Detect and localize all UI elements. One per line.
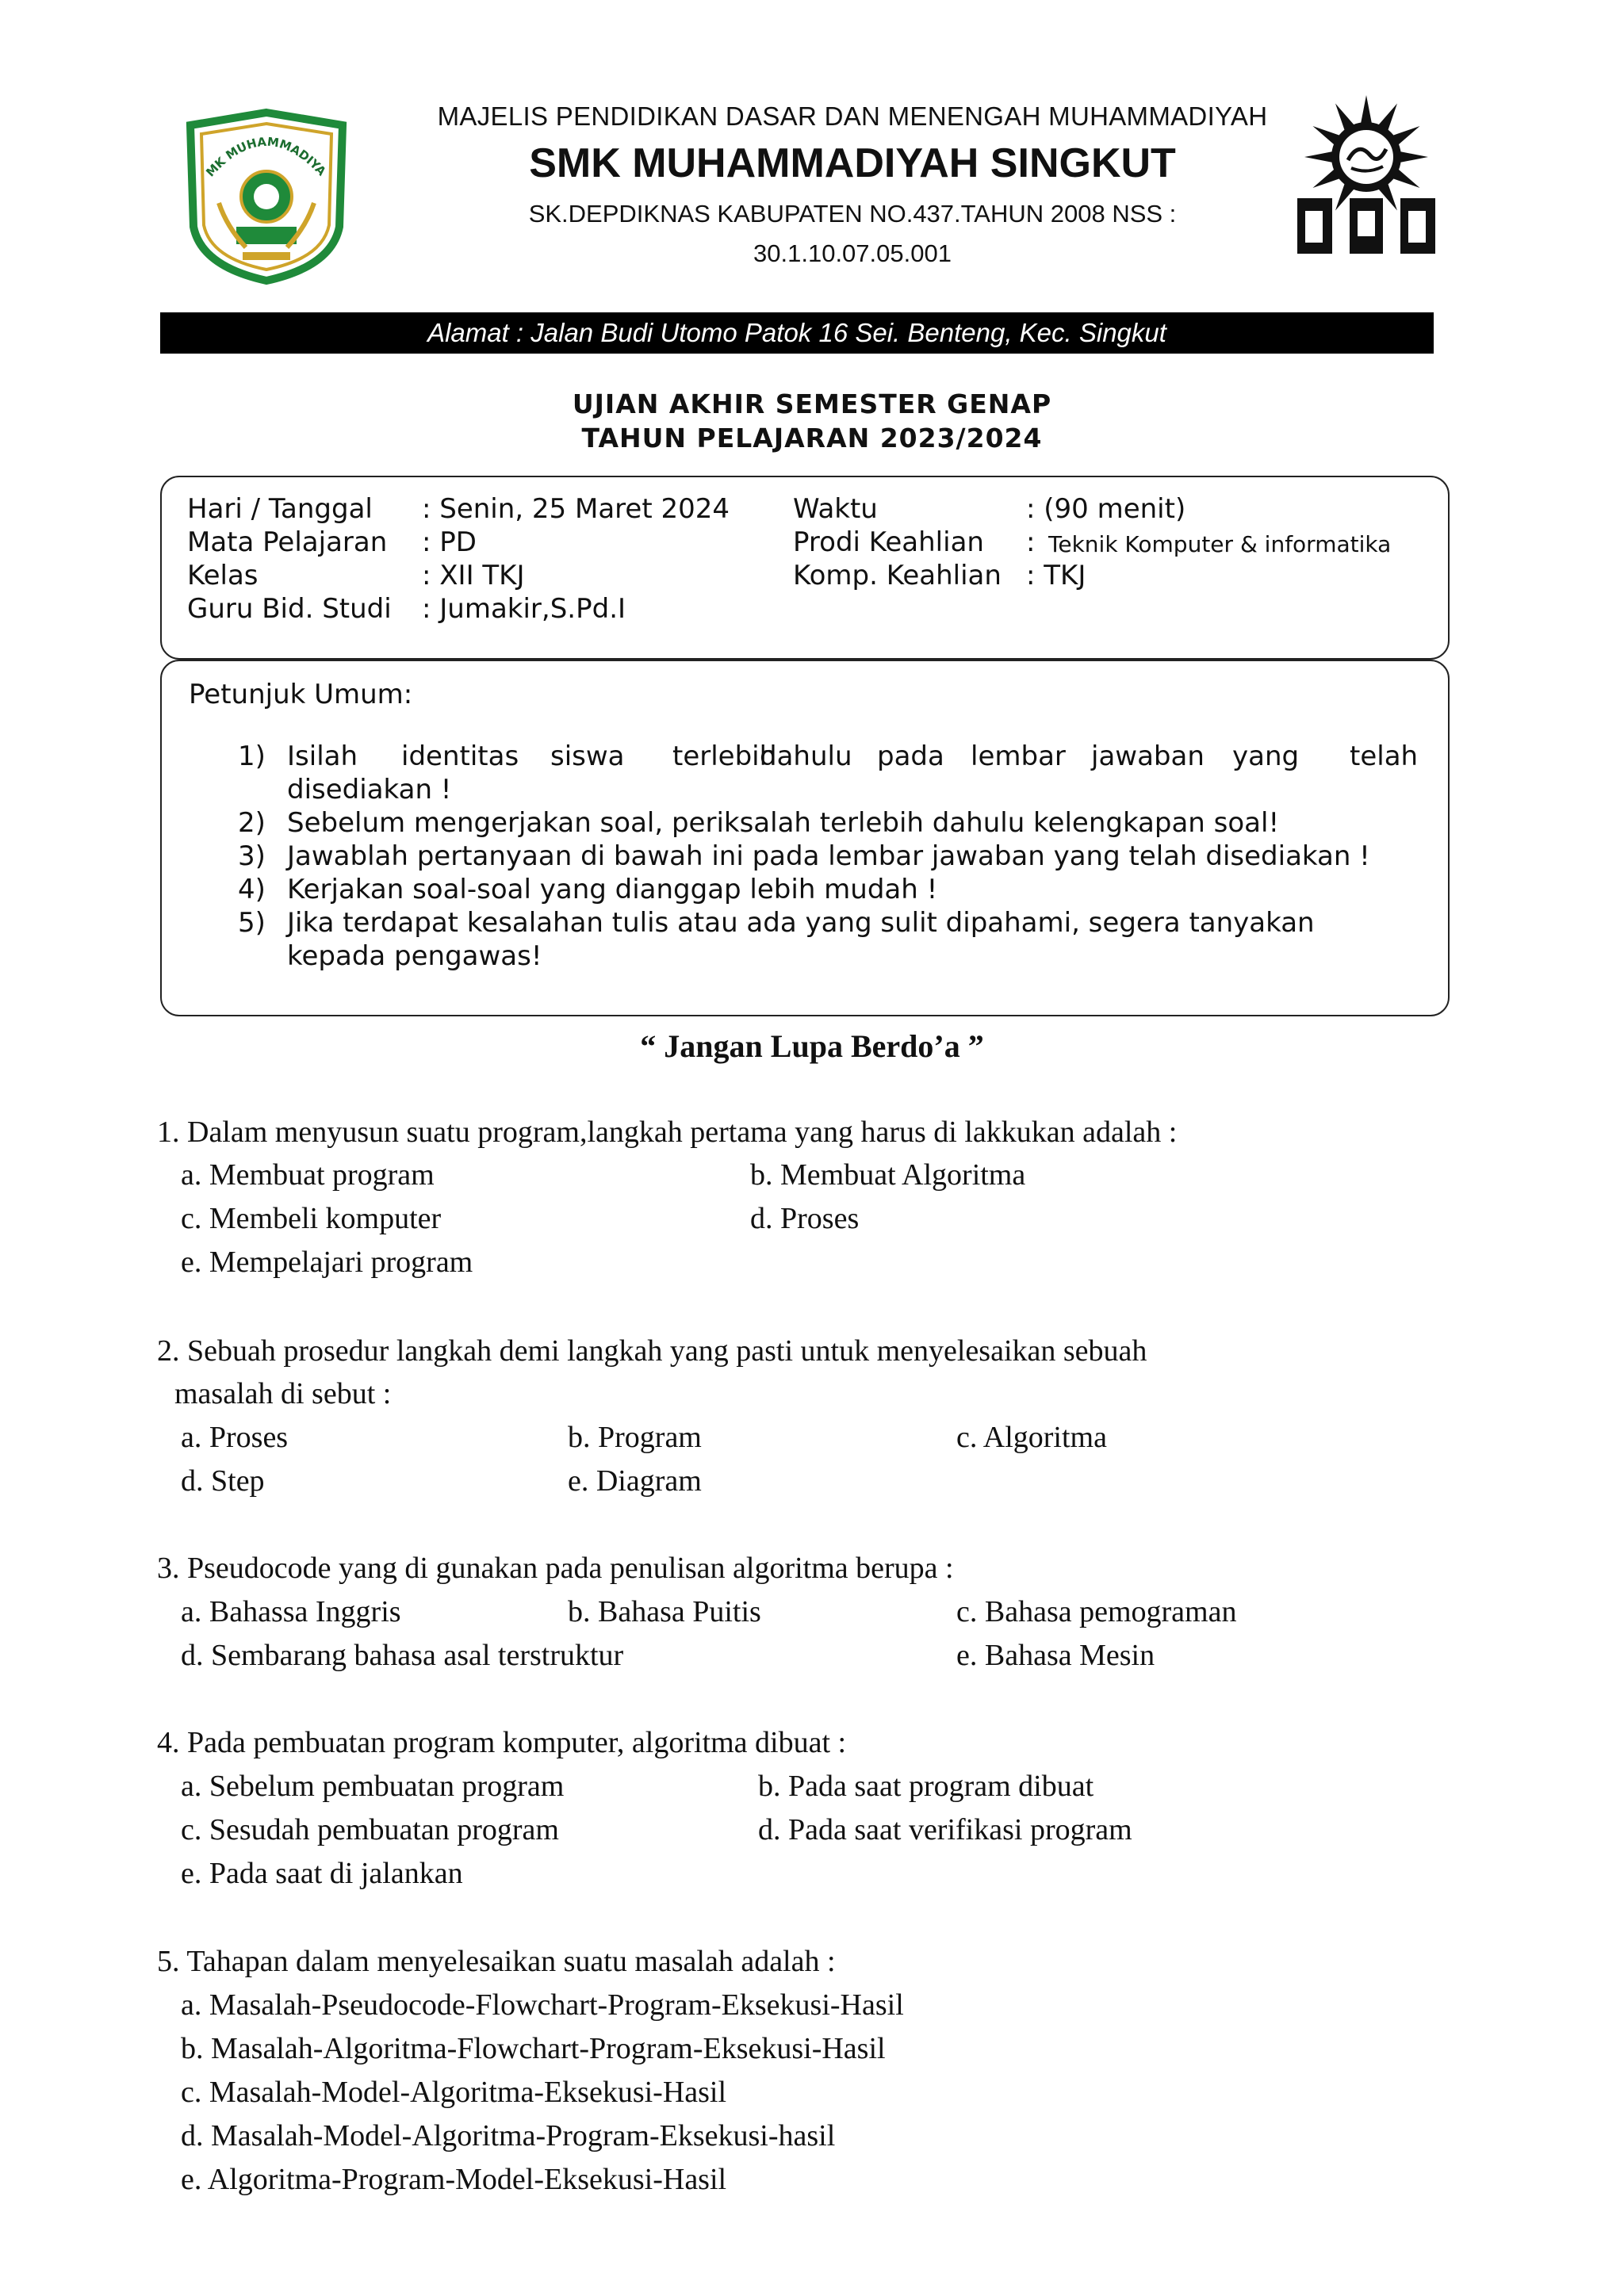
instruction-1-word: Isilah — [287, 740, 358, 772]
instruction-number: 1) — [238, 740, 266, 772]
option-1b: b. Membuat Algoritma — [750, 1158, 1026, 1192]
info-prodi-colon: : — [1026, 526, 1036, 558]
question-2-continued: masalah di sebut : — [174, 1377, 392, 1410]
instruction-1-word: jawaban — [1091, 740, 1205, 772]
option-4e: e. Pada saat di jalankan — [181, 1857, 463, 1890]
option-4a: a. Sebelum pembuatan program — [181, 1770, 565, 1803]
info-komp-label: Komp. Keahlian — [793, 560, 1002, 591]
instruction-number: 3) — [238, 840, 266, 872]
option-2d: d. Step — [181, 1464, 265, 1498]
option-3e: e. Bahasa Mesin — [956, 1639, 1155, 1672]
info-komp-value: : TKJ — [1026, 560, 1086, 591]
header-decree: SK.DEPDIKNAS KABUPATEN NO.437.TAHUN 2008 NSS : — [528, 200, 1177, 228]
option-3d: d. Sembarang bahasa asal terstruktur — [181, 1639, 624, 1672]
instruction-1-word: terlebih — [672, 740, 777, 772]
option-5b: b. Masalah-Algoritma-Flowchart-Program-Eksekusi-Hasil — [181, 2032, 886, 2065]
info-kelas-label: Kelas — [187, 560, 259, 591]
question-5: 5. Tahapan dalam menyelesaikan suatu masalah adalah : — [157, 1945, 836, 1978]
info-kelas-value: : XII TKJ — [422, 560, 525, 591]
instruction-5: Jika terdapat kesalahan tulis atau ada yang sulit dipahami, segera tanyakan — [287, 907, 1315, 939]
question-1: 1. Dalam menyusun suatu program,langkah pertama yang harus di lakkukan adalah : — [157, 1115, 1178, 1149]
exam-title: UJIAN AKHIR SEMESTER GENAP — [572, 388, 1052, 419]
header-nss: 30.1.10.07.05.001 — [753, 239, 952, 267]
instruction-1-word: dahulu — [760, 740, 852, 772]
instruction-1-word: pada — [877, 740, 944, 772]
info-prodi-label: Prodi Keahlian — [793, 526, 984, 558]
question-3: 3. Pseudocode yang di gunakan pada penulisan algoritma berupa : — [157, 1552, 954, 1585]
instruction-number: 4) — [238, 874, 266, 905]
instruction-1-continued: disediakan ! — [287, 774, 452, 806]
option-1a: a. Membuat program — [181, 1158, 435, 1192]
instruction-number: 5) — [238, 907, 266, 939]
info-hari-value: : Senin, 25 Maret 2024 — [422, 493, 730, 525]
option-3c: c. Bahasa pemograman — [956, 1595, 1237, 1628]
option-4b: b. Pada saat program dibuat — [758, 1770, 1094, 1803]
option-5a: a. Masalah-Pseudocode-Flowchart-Program-Eksekusi-Hasil — [181, 1988, 904, 2022]
question-4: 4. Pada pembuatan program komputer, algoritma dibuat : — [157, 1726, 847, 1759]
option-4c: c. Sesudah pembuatan program — [181, 1813, 559, 1846]
instruction-3: Jawablah pertanyaan di bawah ini pada lembar jawaban yang telah disediakan ! — [287, 840, 1370, 872]
option-3b: b. Bahasa Puitis — [568, 1595, 761, 1628]
option-4d: d. Pada saat verifikasi program — [758, 1813, 1132, 1846]
instruction-1-word: telah — [1350, 740, 1419, 772]
option-5d: d. Masalah-Model-Algoritma-Program-Eksekusi-hasil — [181, 2119, 836, 2152]
info-hari-label: Hari / Tanggal — [187, 493, 373, 525]
info-guru-value: : Jumakir,S.Pd.I — [422, 593, 626, 625]
instruction-number: 2) — [238, 807, 266, 839]
info-mapel-value: : PD — [422, 526, 477, 558]
school-name: SMK MUHAMMADIYAH SINGKUT — [529, 140, 1176, 186]
option-5e: e. Algoritma-Program-Model-Eksekusi-Hasil — [181, 2163, 727, 2196]
option-2e: e. Diagram — [568, 1464, 702, 1498]
option-1e: e. Mempelajari program — [181, 1246, 473, 1279]
academic-year: TAHUN PELAJARAN 2023/2024 — [581, 423, 1043, 453]
info-waktu-value: : (90 menit) — [1026, 493, 1186, 525]
muhammadiyah-emblem — [1283, 92, 1450, 266]
info-guru-label: Guru Bid. Studi — [187, 593, 392, 625]
instruction-4: Kerjakan soal-soal yang dianggap lebih mudah ! — [287, 874, 938, 905]
question-2: 2. Sebuah prosedur langkah demi langkah yang pasti untuk menyelesaikan sebuah — [157, 1334, 1147, 1368]
option-5c: c. Masalah-Model-Algoritma-Eksekusi-Hasil — [181, 2076, 727, 2109]
instruction-1-word: siswa — [550, 740, 625, 772]
instructions-heading: Petunjuk Umum: — [189, 679, 413, 710]
info-waktu-label: Waktu — [793, 493, 878, 525]
option-2b: b. Program — [568, 1421, 702, 1454]
svg-text:SMK MUHAMMADIYAH: MK MUHAMMADIYA — [203, 134, 329, 180]
school-logo — [181, 108, 352, 285]
option-1d: d. Proses — [750, 1202, 860, 1235]
motto: “ Jangan Lupa Berdo’a ” — [640, 1028, 984, 1064]
instruction-1-word: lembar — [971, 740, 1066, 772]
instruction-2: Sebelum mengerjakan soal, periksalah terlebih dahulu kelengkapan soal! — [287, 807, 1280, 839]
address-bar: Alamat : Jalan Budi Utomo Patok 16 Sei. Benteng, Kec. Singkut — [160, 312, 1434, 354]
option-3a: a. Bahassa Inggris — [181, 1595, 401, 1628]
option-1c: c. Membeli komputer — [181, 1202, 442, 1235]
instruction-5-continued: kepada pengawas! — [287, 940, 542, 972]
option-2a: a. Proses — [181, 1421, 289, 1454]
instruction-1-word: identitas — [401, 740, 519, 772]
info-prodi-value: Teknik Komputer & informatika — [1048, 531, 1392, 557]
instruction-1-word: yang — [1232, 740, 1300, 772]
option-2c: c. Algoritma — [956, 1421, 1107, 1454]
header-organization: MAJELIS PENDIDIKAN DASAR DAN MENENGAH MUHAMMADIYAH — [437, 101, 1268, 131]
info-mapel-label: Mata Pelajaran — [187, 526, 388, 558]
